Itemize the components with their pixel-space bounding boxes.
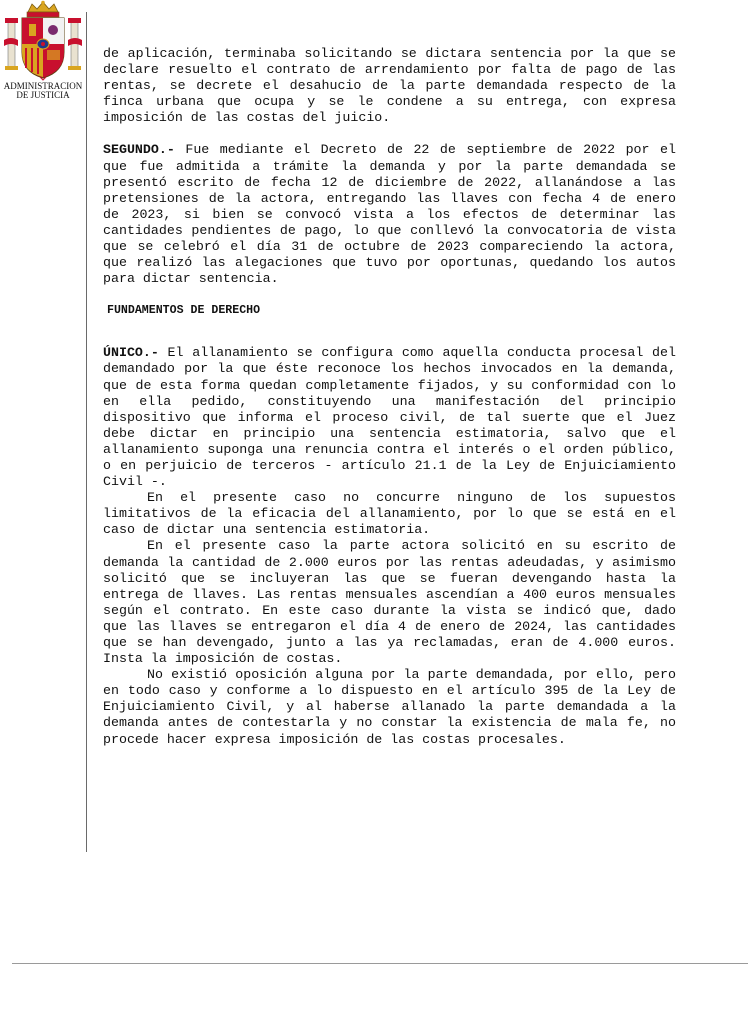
paragraph-supuestos: En el presente caso no concurre ninguno de los supuestos limitativos de la eficacia del allanamiento, por lo que se está en el caso de dictar una sentencia estimatoria. bbox=[103, 490, 676, 538]
institution-label-line1: ADMINISTRACION bbox=[3, 81, 83, 91]
institution-label-line2: DE JUSTICIA bbox=[16, 90, 70, 100]
institution-label bbox=[0, 82, 86, 100]
segundo-label: SEGUNDO.- bbox=[103, 142, 175, 158]
margin-rule bbox=[86, 12, 87, 852]
segundo-text: Fue mediante el Decreto de 22 de septiembre de 2022 por el que fue admitida a trámite la demanda y por la parte demandada se presentó escrito de fecha 12 de diciembre de 2022, allanándose a las pretensiones de la actora, entregando las llaves con fecha 4 de enero de 2023, si bien se convocó vista a los efectos de determinar las cantidades pendientes de pago, lo que conllevó la convocatoria de vista que se celebró el día 31 de octubre de 2023 compareciendo la actora, que realizó las alegaciones que tuvo por oportunas, quedando los autos para dictar sentencia. bbox=[103, 142, 676, 287]
footer-rule bbox=[12, 963, 748, 964]
coat-of-arms-logo bbox=[2, 0, 84, 90]
paragraph-costas: No existió oposición alguna por la parte demandada, por ello, pero en todo caso y conforme a lo dispuesto en el artículo 395 de la Ley de Enjuiciamiento Civil, y al haberse allanado la parte demandada a la demanda antes de contestarla y no constar la existencia de mala fe, no procede hacer expresa imposición de las costas procesales. bbox=[103, 667, 676, 747]
paragraph-antecedente-continuation: de aplicación, terminaba solicitando se dictara sentencia por la que se declare resuelto el contrato de arrendamiento por falta de pago de las rentas, se decrete el desahucio de la parte demandada respecto de la finca urbana que ocupa y se le condene a su entrega, con expresa imposición de las costas del juicio. bbox=[103, 46, 676, 126]
unico-label: ÚNICO.- bbox=[103, 345, 159, 361]
paragraph-unico bbox=[103, 345, 676, 490]
unico-text: El allanamiento se configura como aquella conducta procesal del demandado por la que éste reconoce los hechos invocados en la demanda, que de esta forma quedan completamente fijados, y su conformidad con lo en ella pedido, constituyendo una manifestación del principio dispositivo que informa el proceso civil, de tal suerte que el Juez debe dictar en principio una sentencia estimatoria, salvo que el allanamiento suponga una renuncia contra el interés o el orden público, o en perjuicio de terceros - artículo 21.1 de la Ley de Enjuiciamiento Civil -. bbox=[103, 345, 676, 490]
section-heading: FUNDAMENTOS DE DERECHO bbox=[107, 304, 261, 318]
paragraph-cantidades: En el presente caso la parte actora solicitó en su escrito de demanda la cantidad de 2.000 euros por las rentas adeudadas, y asimismo solicitó que se incluyeran las que se fueran devengando hasta la entrega de llaves. Las rentas mensuales ascendían a 400 euros mensuales según el contrato. En este caso durante la vista se indicó que, dado que las llaves se entregaron el día 4 de enero de 2024, las cantidades que se han devengado, junto a las ya reclamadas, eran de 4.000 euros. Insta la imposición de costas. bbox=[103, 538, 676, 667]
document-body bbox=[103, 46, 676, 748]
paragraph-segundo bbox=[103, 142, 676, 287]
